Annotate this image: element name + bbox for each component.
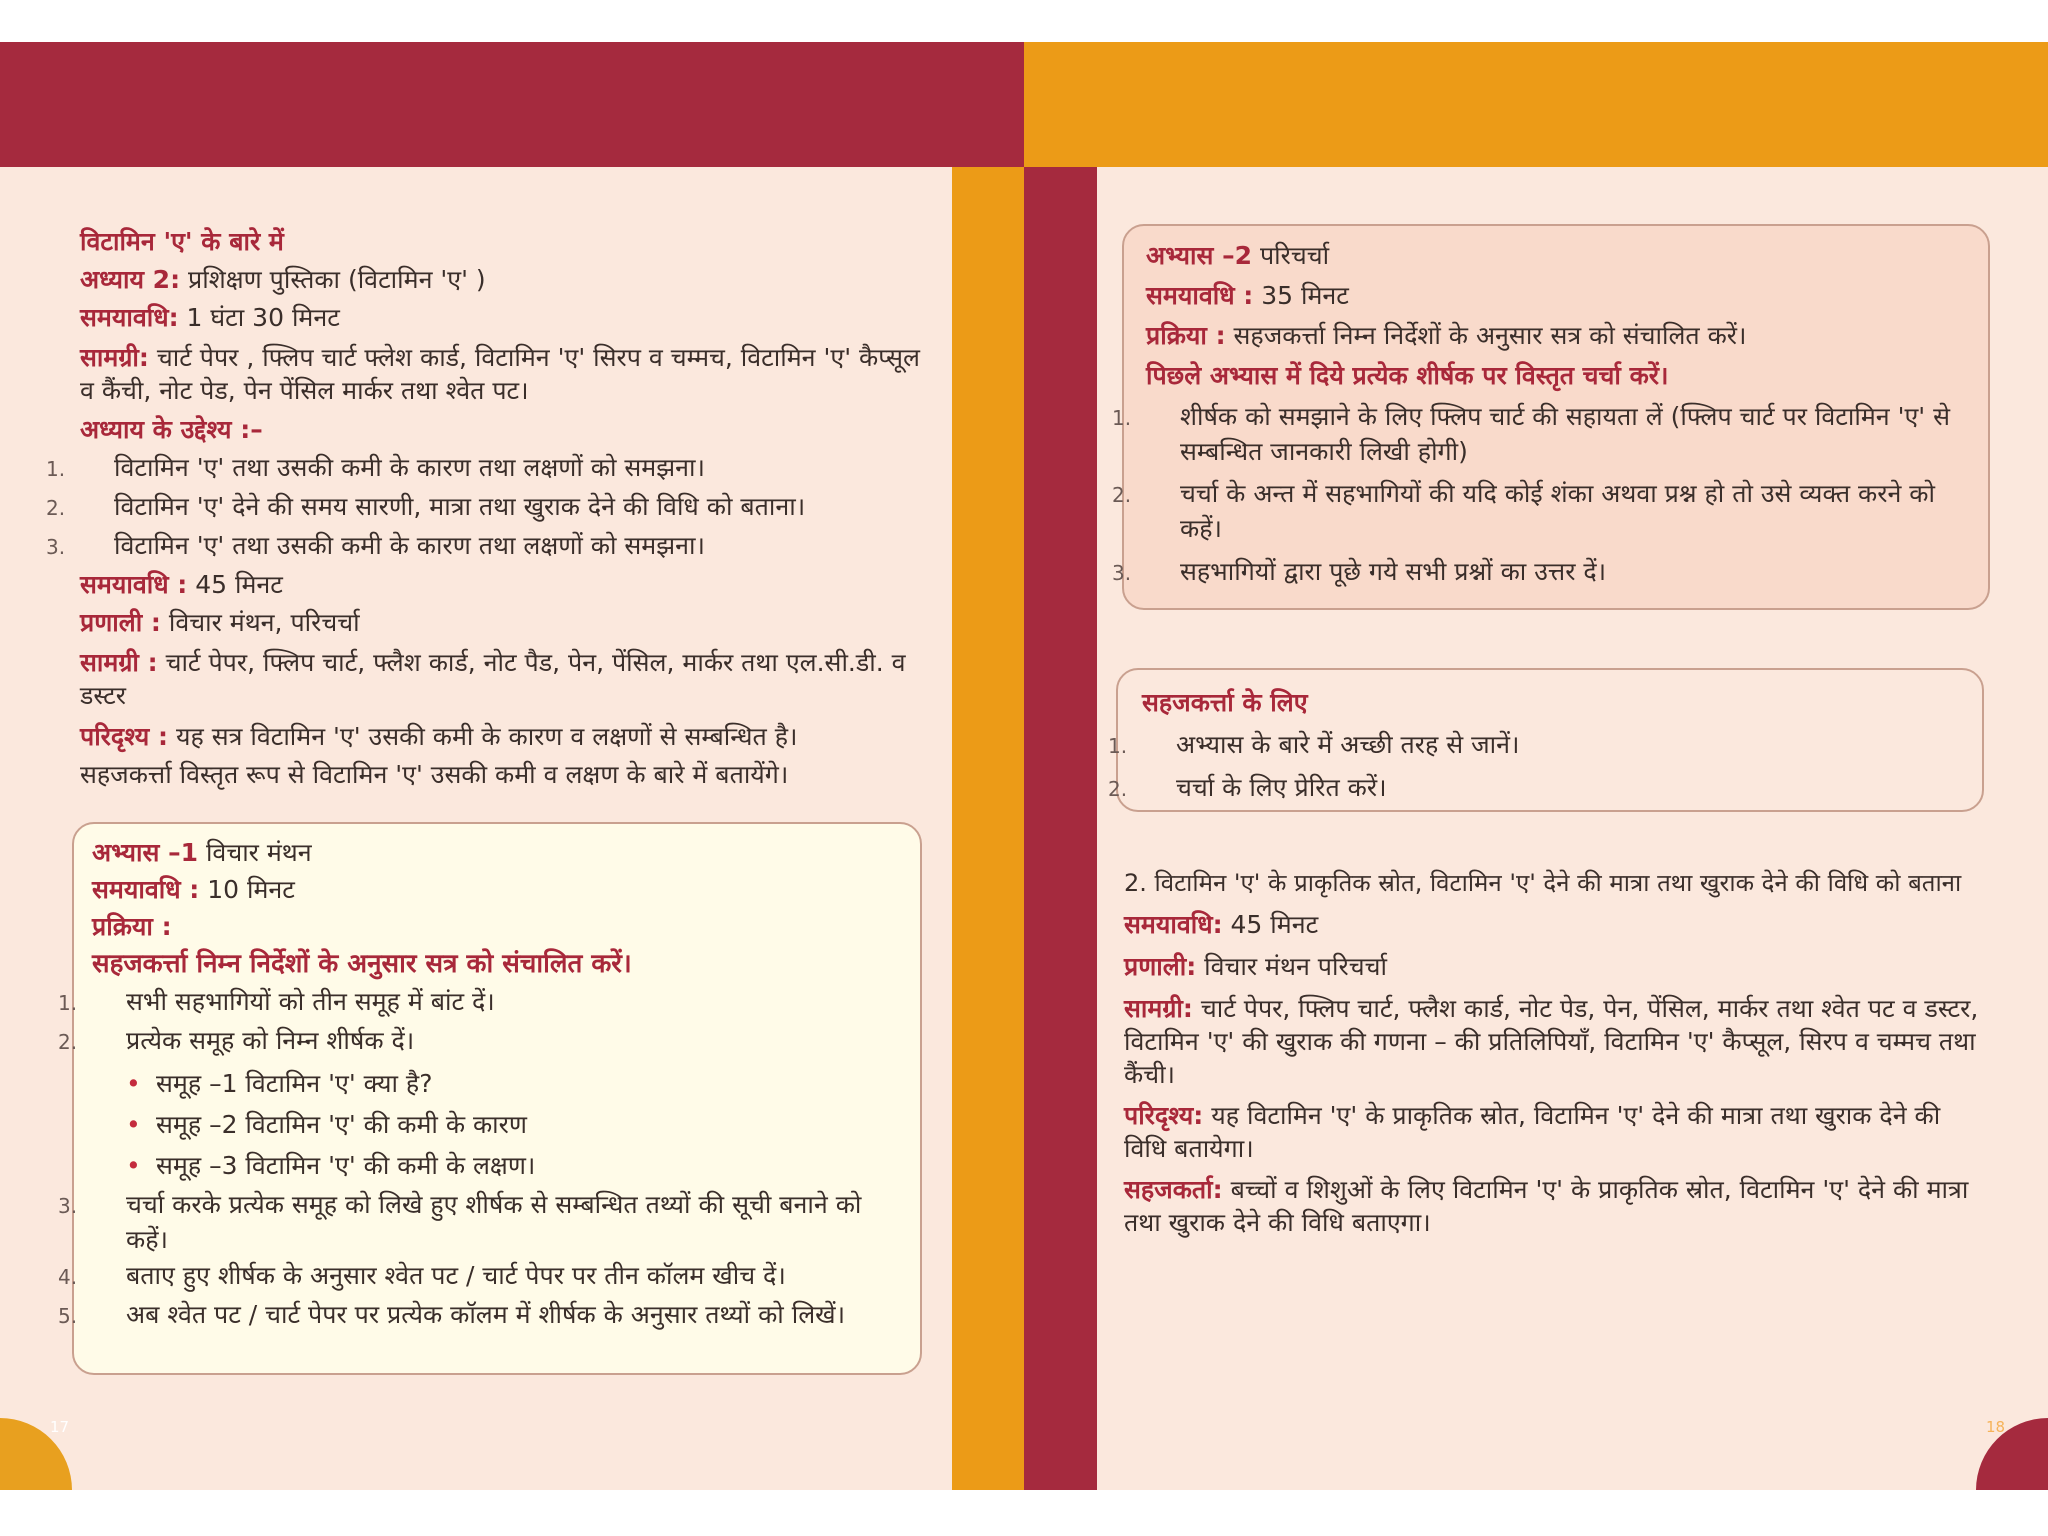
facilitator-item: 2. चर्चा के लिए प्रेरित करें। <box>1108 773 1387 802</box>
objective-item: 1. विटामिन 'ए' तथा उसकी कमी के कारण तथा लक्षणों को समझना। <box>46 453 705 482</box>
exercise1-duration-value: 10 मिनट <box>207 875 295 904</box>
exercise1-duration-label: समयावधि : <box>92 875 200 904</box>
page-number-right: 18 <box>1986 1418 2006 1436</box>
material-value: चार्ट पेपर , फ्लिप चार्ट फ्लेश कार्ड, विटामिन 'ए' सिरप व चम्मच, विटामिन 'ए' कैप्सूल व कैंची, नोट पेड, पेन पेंसिल मार्कर तथा श्वेत पट। <box>80 343 920 405</box>
section2-material-label: सामग्री: <box>1124 994 1193 1023</box>
session-duration-label: समयावधि : <box>80 570 188 599</box>
bullet-icon: • <box>126 1110 141 1139</box>
exercise1-step: 3. चर्चा करके प्रत्येक समूह को लिखे हुए शीर्षक से सम्बन्धित तथ्यों की सूची बनाने को कहें। <box>58 1190 862 1254</box>
exercise2-step: 2. चर्चा के अन्त में सहभागियों की यदि कोई शंका अथवा प्रश्न हो तो उसे व्यक्त करने को कहें। <box>1112 479 1935 543</box>
left-intro <box>46 223 920 794</box>
exercise2-process-label: प्रक्रिया : <box>1146 321 1226 350</box>
section2-facilitator-value: बच्चों व शिशुओं के लिए विटामिन 'ए' के प्राकृतिक स्रोत, विटामिन 'ए' देने की मात्रा तथा खुराक देने की विधि बताएगा। <box>1124 1175 1969 1237</box>
duration-label: समयावधि: <box>80 303 179 332</box>
objectives-label: अध्याय के उद्देश्य :– <box>80 415 263 444</box>
scenario-value: यह सत्र विटामिन 'ए' उसकी कमी के कारण व लक्षणों से सम्बन्धित है। <box>175 722 798 751</box>
page-number-left: 17 <box>50 1418 70 1436</box>
session-material-label: सामग्री : <box>80 648 158 677</box>
exercise2-step: 1. शीर्षक को समझाने के लिए फ्लिप चार्ट की सहायता लें (फ्लिप चार्ट पर विटामिन 'ए' से सम्बन्धित जानकारी लिखी होगी) <box>1112 402 1951 466</box>
objective-item: 2. विटामिन 'ए' देने की समय सारणी, मात्रा तथा खुराक देने की विधि को बताना। <box>46 492 806 521</box>
session-duration-value: 45 मिनट <box>195 570 283 599</box>
top-band-crimson <box>0 42 1024 167</box>
section2-scenario-value: यह विटामिन 'ए' के प्राकृतिक स्रोत, विटामिन 'ए' देने की मात्रा तथा खुराक देने की विधि बतायेगा। <box>1124 1101 1941 1163</box>
exercise2-duration-value: 35 मिनट <box>1261 281 1349 310</box>
bullet-icon: • <box>126 1151 141 1180</box>
exercise1-title: विचार मंथन <box>205 838 312 867</box>
section2-duration-value: 45 मिनट <box>1230 910 1319 939</box>
group-item: • समूह –2 विटामिन 'ए' की कमी के कारण <box>92 1106 902 1143</box>
exercise2-process-value: सहजकर्त्ता निम्न निर्देशों के अनुसार सत्र को संचालित करें। <box>1233 321 1747 350</box>
exercise2-duration-label: समयावधि : <box>1146 281 1254 310</box>
objective-item: 3. विटामिन 'ए' तथा उसकी कमी के कारण तथा लक्षणों को समझना। <box>46 531 705 560</box>
scenario-label: परिदृश्य : <box>80 722 169 751</box>
section-title: विटामिन 'ए' के बारे में <box>80 227 284 256</box>
exercise1-step: 4. बताए हुए शीर्षक के अनुसार श्वेत पट / चार्ट पेपर पर तीन कॉलम खीच दें। <box>58 1261 786 1290</box>
exercise1-process-label: प्रक्रिया : <box>92 912 172 941</box>
exercise1-label: अभ्यास –1 <box>92 838 198 867</box>
exercise1-step: 2. प्रत्येक समूह को निम्न शीर्षक दें। <box>58 1026 415 1055</box>
right-section2 <box>1124 862 1990 1239</box>
exercise2-step: 3. सहभागियों द्वारा पूछे गये सभी प्रश्नों का उत्तर दें। <box>1112 557 1607 586</box>
facilitator-item: 1. अभ्यास के बारे में अच्छी तरह से जानें। <box>1108 730 1520 759</box>
section2-duration-label: समयावधि: <box>1124 910 1223 939</box>
section2-method-value: विचार मंथन परिचर्चा <box>1204 952 1387 981</box>
facilitator-box-title: सहजकर्त्ता के लिए <box>1142 688 1308 717</box>
facilitator-box <box>1108 668 1984 812</box>
spine-crimson-strip <box>1024 167 1097 1490</box>
bullet-icon: • <box>126 1069 141 1098</box>
exercise1-step: 5. अब श्वेत पट / चार्ट पेपर पर प्रत्येक कॉलम में शीर्षक के अनुसार तथ्यों को लिखें। <box>58 1300 846 1329</box>
chapter-value: प्रशिक्षण पुस्तिका (विटामिन 'ए' ) <box>188 265 486 294</box>
duration-value: 1 घंटा 30 मिनट <box>186 303 340 332</box>
method-label: प्रणाली : <box>80 608 161 637</box>
section2-method-label: प्रणाली: <box>1124 952 1197 981</box>
session-material-value: चार्ट पेपर, फ्लिप चार्ट, फ्लैश कार्ड, नोट पैड, पेन, पेंसिल, मार्कर तथा एल.सी.डी. व डस्टर <box>80 648 906 710</box>
exercise1-box <box>58 822 922 1375</box>
top-band-orange <box>1024 42 2048 167</box>
group-item: • समूह –1 विटामिन 'ए' क्या है? <box>92 1065 902 1102</box>
exercise2-label: अभ्यास –2 <box>1146 241 1252 270</box>
exercise2-title: परिचर्चा <box>1259 241 1330 270</box>
section2-facilitator-label: सहजकर्ता: <box>1124 1175 1223 1204</box>
material-label: सामग्री: <box>80 343 149 372</box>
section2-title: 2. विटामिन 'ए' के प्राकृतिक स्रोत, विटामिन 'ए' देने की मात्रा तथा खुराक देने की विधि को बताना <box>1124 869 1962 897</box>
method-value: विचार मंथन, परिचर्चा <box>168 608 360 637</box>
group-item: • समूह –3 विटामिन 'ए' की कमी के लक्षण। <box>92 1147 902 1184</box>
chapter-label: अध्याय 2: <box>80 265 181 294</box>
section2-scenario-label: परिदृश्य: <box>1124 1101 1204 1130</box>
exercise2-box <box>1112 224 1990 610</box>
exercise2-heading: पिछले अभ्यास में दिये प्रत्येक शीर्षक पर विस्तृत चर्चा करें। <box>1146 361 1669 390</box>
exercise1-step: 1. सभी सहभागियों को तीन समूह में बांट दें। <box>58 987 495 1016</box>
section2-material-value: चार्ट पेपर, फ्लिप चार्ट, फ्लैश कार्ड, नोट पेड, पेन, पेंसिल, मार्कर तथा श्वेत पट व डस्टर, विटामिन 'ए' की खुराक की गणना – की प्रतिलिपियाँ, विटामिन 'ए' कैप्सूल, सिरप व चम्मच तथा कैंची। <box>1124 994 1979 1089</box>
facilitator-line: सहजकर्त्ता विस्तृत रूप से विटामिन 'ए' उसकी कमी व लक्षण के बारे में बतायेंगे। <box>80 760 789 789</box>
spine-orange-strip <box>952 167 1024 1490</box>
exercise1-instruction: सहजकर्त्ता निम्न निर्देशों के अनुसार सत्र को संचालित करें। <box>92 949 632 979</box>
